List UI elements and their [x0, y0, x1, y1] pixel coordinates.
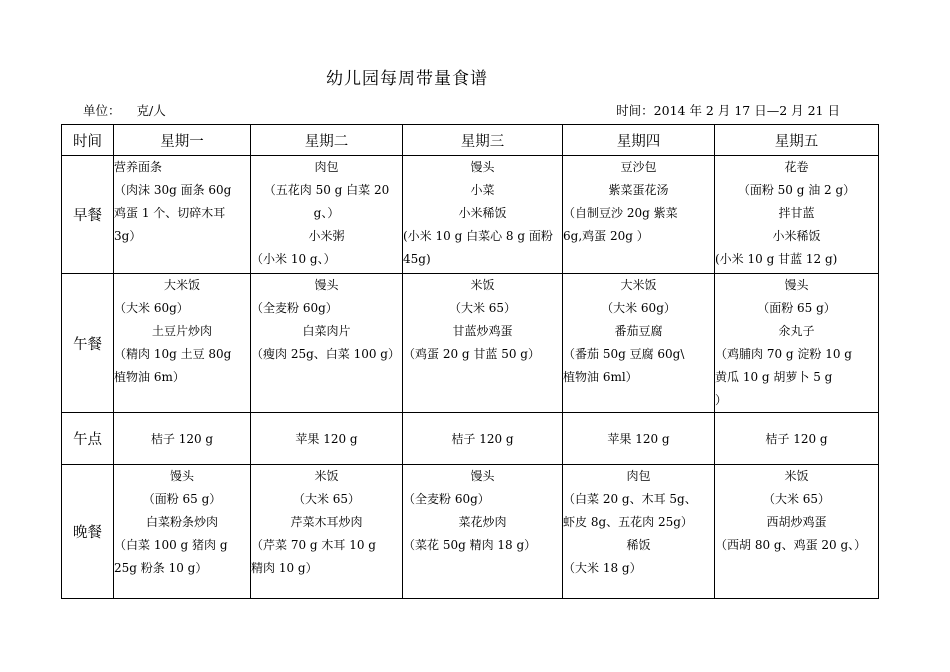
- snack-friday: 桔子 120 g: [715, 413, 879, 465]
- dinner-monday: [114, 465, 251, 599]
- menu-line: 3g）: [114, 229, 142, 243]
- menu-line: 6g,鸡蛋 20g ）: [563, 229, 649, 243]
- header-monday: 星期一: [114, 125, 251, 156]
- menu-line: 甘蓝炒鸡蛋: [452, 324, 513, 338]
- dinner-row: [62, 465, 879, 599]
- menu-line: （鸡脯肉 70 g 淀粉 10 g: [715, 347, 852, 361]
- menu-line: （芹菜 70 g 木耳 10 g: [251, 538, 376, 552]
- snack-thursday: 苹果 120 g: [563, 413, 715, 465]
- snack-monday: 桔子 120 g: [114, 413, 251, 465]
- menu-line: ）: [715, 393, 728, 407]
- menu-line: （全麦粉 60g）: [251, 301, 338, 315]
- menu-line: 稀饭: [626, 538, 651, 552]
- dinner-friday: [715, 465, 879, 599]
- menu-line: 25g 粉条 10 g）: [114, 561, 208, 575]
- unit-label: 单位：: [83, 103, 121, 118]
- menu-line: （精肉 10g 土豆 80g: [114, 347, 232, 361]
- menu-line: 精肉 10 g）: [251, 561, 318, 575]
- menu-line: 西胡炒鸡蛋: [766, 515, 827, 529]
- menu-line: （白菜 100 g 猪肉 g: [114, 538, 228, 552]
- breakfast-thursday: [563, 156, 715, 274]
- header-time: 时间: [62, 125, 114, 156]
- dinner-wednesday: [403, 465, 563, 599]
- breakfast-row: [62, 156, 879, 274]
- menu-line: 菜花炒肉: [458, 515, 507, 529]
- menu-line: 拌甘蓝: [778, 206, 815, 220]
- menu-line: 肉包: [314, 160, 339, 174]
- menu-line: （大米 65）: [448, 301, 517, 315]
- menu-line: 馒头: [314, 278, 339, 292]
- breakfast-tuesday: [251, 156, 403, 274]
- lunch-tuesday: [251, 274, 403, 413]
- menu-line: （大米 18 g）: [563, 561, 642, 575]
- menu-line: （大米 60g）: [601, 301, 676, 315]
- menu-line: 紫菜蛋花汤: [608, 183, 669, 197]
- weekly-menu-table: [61, 124, 879, 599]
- header-friday: 星期五: [715, 125, 879, 156]
- menu-line: （小米 10 g、）: [251, 252, 336, 266]
- menu-line: （大米 65）: [762, 492, 831, 506]
- menu-line: 馒头: [470, 160, 495, 174]
- menu-line: 植物油 6ml）: [563, 370, 638, 384]
- menu-line: 馒头: [784, 278, 809, 292]
- menu-line: 馒头: [470, 469, 495, 483]
- snack-wednesday: 桔子 120 g: [403, 413, 563, 465]
- lunch-wednesday: [403, 274, 563, 413]
- menu-line: g、）: [313, 206, 340, 220]
- menu-line: （鸡蛋 20 g 甘蓝 50 g）: [403, 347, 540, 361]
- meal-label-breakfast: 早餐: [62, 156, 114, 274]
- breakfast-wednesday: [403, 156, 563, 274]
- menu-line: （大米 60g）: [114, 301, 189, 315]
- header-tuesday: 星期二: [251, 125, 403, 156]
- menu-line: （五花肉 50 g 白菜 20: [263, 183, 390, 197]
- meal-label-lunch: 午餐: [62, 274, 114, 413]
- snack-row: [62, 413, 879, 465]
- menu-line: （瘦肉 25g、白菜 100 g）: [251, 347, 400, 361]
- header-wednesday: 星期三: [403, 125, 563, 156]
- menu-line: 番茄豆腐: [614, 324, 663, 338]
- menu-line: 黄瓜 10 g 胡萝卜 5 g: [715, 370, 833, 384]
- dinner-tuesday: [251, 465, 403, 599]
- lunch-friday: [715, 274, 879, 413]
- menu-line: (小米 10 g 白菜心 8 g 面粉: [403, 229, 553, 243]
- menu-line: 白菜粉条炒肉: [145, 515, 218, 529]
- menu-line: 营养面条: [114, 160, 163, 174]
- breakfast-monday: [114, 156, 251, 274]
- menu-line: 米饭: [784, 469, 809, 483]
- menu-line: 豆沙包: [620, 160, 657, 174]
- menu-line: 45g): [403, 252, 431, 266]
- breakfast-friday: [715, 156, 879, 274]
- menu-line: 小米稀饭: [458, 206, 507, 220]
- menu-line: 米饭: [470, 278, 495, 292]
- menu-line: 小米粥: [308, 229, 345, 243]
- meal-label-snack: 午点: [62, 413, 114, 465]
- menu-line: 白菜肉片: [302, 324, 351, 338]
- menu-line: 大米饭: [163, 278, 200, 292]
- lunch-monday: [114, 274, 251, 413]
- menu-line: 小米稀饭: [772, 229, 821, 243]
- menu-line: （白菜 20 g、木耳 5g、: [563, 492, 697, 506]
- menu-line: 芹菜木耳炒肉: [290, 515, 363, 529]
- date-range: 时间：2014 年 2 月 17 日—2 月 21 日: [616, 103, 840, 118]
- menu-line: （全麦粉 60g）: [403, 492, 490, 506]
- menu-line: 鸡蛋 1 个、切碎木耳: [114, 206, 226, 220]
- menu-line: 植物油 6m）: [114, 370, 185, 384]
- unit-line: [83, 101, 166, 119]
- menu-line: 虾皮 8g、五花肉 25g）: [563, 515, 693, 529]
- menu-line: (小米 10 g 甘蓝 12 g): [715, 252, 838, 266]
- menu-line: 肉包: [626, 469, 651, 483]
- snack-tuesday: 苹果 120 g: [251, 413, 403, 465]
- menu-line: （大米 65）: [292, 492, 361, 506]
- menu-line: （自制豆沙 20g 紫菜: [563, 206, 678, 220]
- header-thursday: 星期四: [563, 125, 715, 156]
- menu-line: 大米饭: [620, 278, 657, 292]
- menu-line: （面粉 50 g 油 2 g）: [737, 183, 856, 197]
- menu-line: 小菜: [470, 183, 495, 197]
- menu-line: （西胡 80 g、鸡蛋 20 g、）: [715, 538, 867, 552]
- lunch-thursday: [563, 274, 715, 413]
- menu-line: 米饭: [314, 469, 339, 483]
- lunch-row: [62, 274, 879, 413]
- menu-line: （菜花 50g 精肉 18 g）: [403, 538, 537, 552]
- menu-line: 花卷: [784, 160, 809, 174]
- menu-line: （面粉 65 g）: [142, 492, 222, 506]
- menu-line: （面粉 65 g）: [757, 301, 836, 315]
- menu-line: 馒头: [169, 469, 194, 483]
- unit-value: 克/人: [136, 103, 166, 118]
- menu-line: 氽丸子: [778, 324, 815, 338]
- header-row: [62, 125, 879, 156]
- dinner-thursday: [563, 465, 715, 599]
- menu-line: （肉沫 30g 面条 60g: [114, 183, 232, 197]
- meal-label-dinner: 晚餐: [62, 465, 114, 599]
- menu-line: 土豆片炒肉: [151, 324, 212, 338]
- menu-line: （番茄 50g 豆腐 60g\: [563, 347, 685, 361]
- page-title: 幼儿园每周带量食谱: [326, 69, 488, 89]
